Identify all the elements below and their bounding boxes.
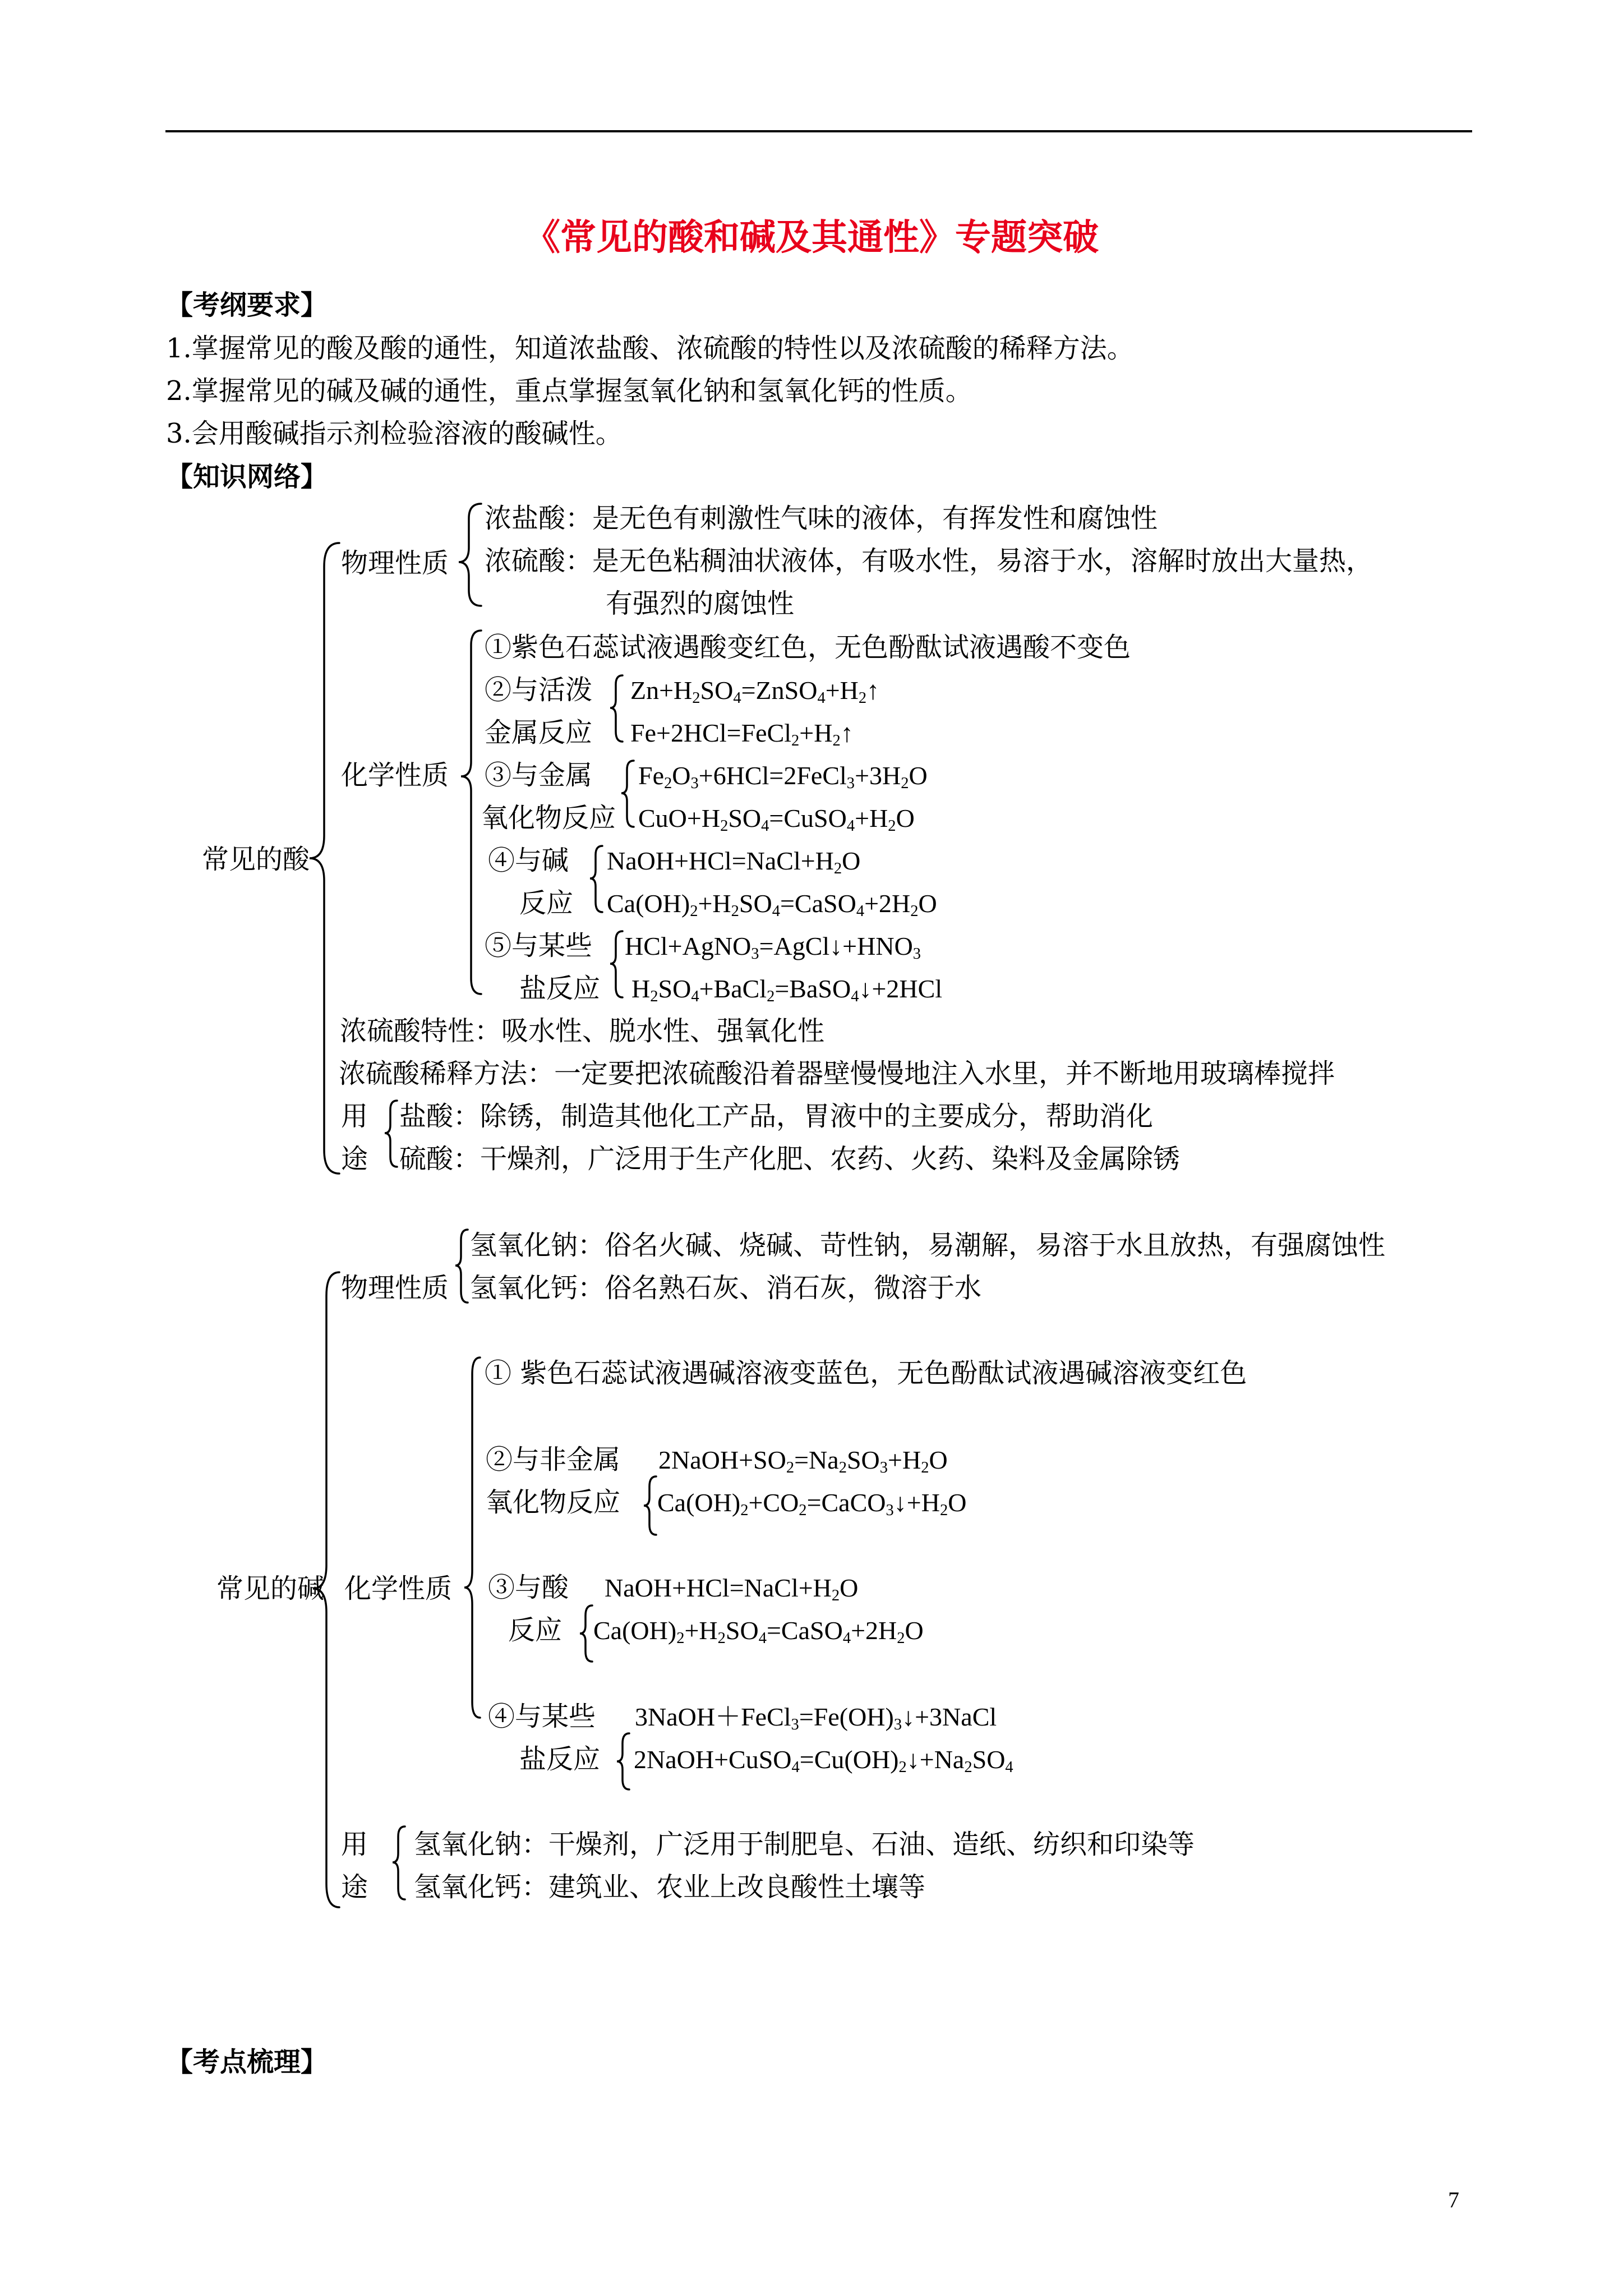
acid-use-label-1: 用	[341, 1101, 368, 1132]
acid-use-hcl: 盐酸：除锈，制造其他化工产品，胃液中的主要成分，帮助消化	[399, 1101, 1154, 1132]
base-use-caoh: 氢氧化钙：建筑业、农业上改良酸性土壤等	[414, 1871, 926, 1903]
acid-metal-label-1: ②与活泼	[485, 674, 593, 706]
brace	[464, 1358, 480, 1718]
acid-root-label: 常见的酸	[202, 844, 310, 875]
base-use-label-2: 途	[341, 1871, 368, 1903]
acid-chem-indicator: ①紫色石蕊试液遇酸变红色，无色酚酞试液遇酸不变色	[485, 632, 1131, 663]
acid-base-label-2: 反应	[519, 887, 574, 919]
base-use-label-1: 用	[341, 1829, 368, 1860]
base-acid-label-2: 反应	[508, 1614, 562, 1646]
brace	[455, 1230, 468, 1303]
acid-dilution-method: 浓硫酸稀释方法：一定要把浓硫酸沿着器壁慢慢地注入水里，并不断地用玻璃棒搅拌	[339, 1058, 1335, 1089]
brace	[644, 1476, 656, 1535]
page-number: 7	[1448, 2187, 1459, 2212]
brace	[610, 675, 623, 742]
section-heading-requirements: 【考纲要求】	[166, 289, 328, 321]
brace	[461, 631, 481, 994]
brace	[610, 931, 623, 997]
acid-base-label-1: ④与碱	[488, 845, 569, 876]
base-use-naoh: 氢氧化钠：干燥剂，广泛用于制肥皂、石油、造纸、纺织和印染等	[414, 1829, 1195, 1860]
base-nonmetal-label-1: ②与非金属	[486, 1444, 621, 1475]
equation: $CuO+H_2SO_4=CuSO_4+H_2O$	[638, 804, 915, 835]
base-root-label: 常见的碱	[216, 1573, 325, 1604]
acid-chemical-label: 化学性质	[341, 760, 449, 791]
base-physical-label: 物理性质	[341, 1272, 449, 1304]
acid-use-label-2: 途	[341, 1143, 368, 1175]
requirement-item: 2.掌握常见的碱及碱的通性，重点掌握氢氧化钠和氢氧化钙的性质。	[166, 375, 972, 407]
equation: $Ca(OH)_2+CO_2=CaCO_3↓+H_2O$	[657, 1488, 967, 1520]
base-physical-caoh: 氢氧化钙：俗名熟石灰、消石灰，微溶于水	[470, 1272, 982, 1304]
equation: $2NaOH+CuSO_4=Cu(OH)_2↓+Na_2SO_4$	[634, 1745, 1013, 1777]
equation: $Ca(OH)_2+H_2SO_4=CaSO_4+2H_2O$	[593, 1616, 924, 1648]
equation: $H_2SO_4+BaCl_2=BaSO_4↓+2HCl$	[631, 974, 943, 1006]
brace	[385, 1101, 397, 1167]
acid-physical-label: 物理性质	[341, 547, 449, 579]
acid-oxide-label-1: ③与金属	[485, 760, 593, 791]
acid-physical-h2so4: 浓硫酸：是无色粘稠油状液体，有吸水性，易溶于水，溶解时放出大量热，	[485, 545, 1373, 577]
base-salt-label-2: 盐反应	[519, 1743, 601, 1775]
brace	[617, 1733, 629, 1789]
equation: $HCl+AgNO_3=AgCl↓+HNO_3$	[625, 932, 921, 963]
brace	[580, 1605, 592, 1662]
base-chemical-label: 化学性质	[344, 1573, 453, 1604]
acid-metal-label-2: 金属反应	[485, 717, 593, 748]
base-acid-label-1: ③与酸	[488, 1572, 569, 1603]
acid-physical-hcl: 浓盐酸：是无色有刺激性气味的液体，有挥发性和腐蚀性	[485, 503, 1158, 534]
acid-salt-label-1: ⑤与某些	[485, 930, 593, 961]
brace	[393, 1826, 405, 1899]
equation: $NaOH+HCl=NaCl+H_2O$	[607, 846, 861, 878]
section-heading-review: 【考点梳理】	[166, 2046, 328, 2078]
page-title: 《常见的酸和碱及其通性》专题突破	[524, 217, 1099, 259]
brace	[459, 504, 481, 606]
equation: $3NaOH+FeCl_3=Fe(OH)_3↓+3NaCl$	[635, 1703, 997, 1734]
equation: $Fe_2O_3+6HCl=2FeCl_3+3H_2O$	[638, 761, 928, 793]
section-heading-network: 【知识网络】	[166, 461, 328, 493]
acid-special-properties: 浓硫酸特性：吸水性、脱水性、强氧化性	[340, 1015, 825, 1047]
base-nonmetal-label-2: 氧化物反应	[486, 1487, 621, 1518]
equation: $Ca(OH)_2+H_2SO_4=CaSO_4+2H_2O$	[607, 889, 937, 921]
acid-oxide-label-2: 氧化物反应	[481, 802, 616, 834]
acid-use-h2so4: 硫酸：干燥剂，广泛用于生产化肥、农药、火药、染料及金属除锈	[399, 1143, 1181, 1175]
equation: $Zn+H_2SO_4=ZnSO_4+H_2↑$	[630, 676, 880, 707]
brace	[621, 761, 634, 827]
equation: $2NaOH+SO_2=Na_2SO_3+H_2O$	[658, 1446, 948, 1477]
brace	[590, 846, 602, 912]
acid-main-brace	[310, 543, 339, 1174]
requirement-item: 1.掌握常见的酸及酸的通性，知道浓盐酸、浓硫酸的特性以及浓硫酸的稀释方法。	[166, 333, 1134, 364]
equation: $Fe+2HCl=FeCl_2+H_2↑$	[630, 719, 854, 750]
base-chem-indicator: ① 紫色石蕊试液遇碱溶液变蓝色，无色酚酞试液遇碱溶液变红色	[485, 1358, 1247, 1389]
base-physical-naoh: 氢氧化钠：俗名火碱、烧碱、苛性钠，易潮解，易溶于水且放热，有强腐蚀性	[470, 1230, 1386, 1261]
acid-physical-h2so4-cont: 有强烈的腐蚀性	[606, 588, 795, 619]
equation: $NaOH+HCl=NaCl+H_2O$	[605, 1573, 859, 1605]
base-main-brace	[313, 1272, 339, 1907]
requirement-item: 3.会用酸碱指示剂检验溶液的酸碱性。	[166, 418, 623, 449]
base-salt-label-1: ④与某些	[488, 1701, 596, 1732]
acid-salt-label-2: 盐反应	[519, 973, 601, 1004]
